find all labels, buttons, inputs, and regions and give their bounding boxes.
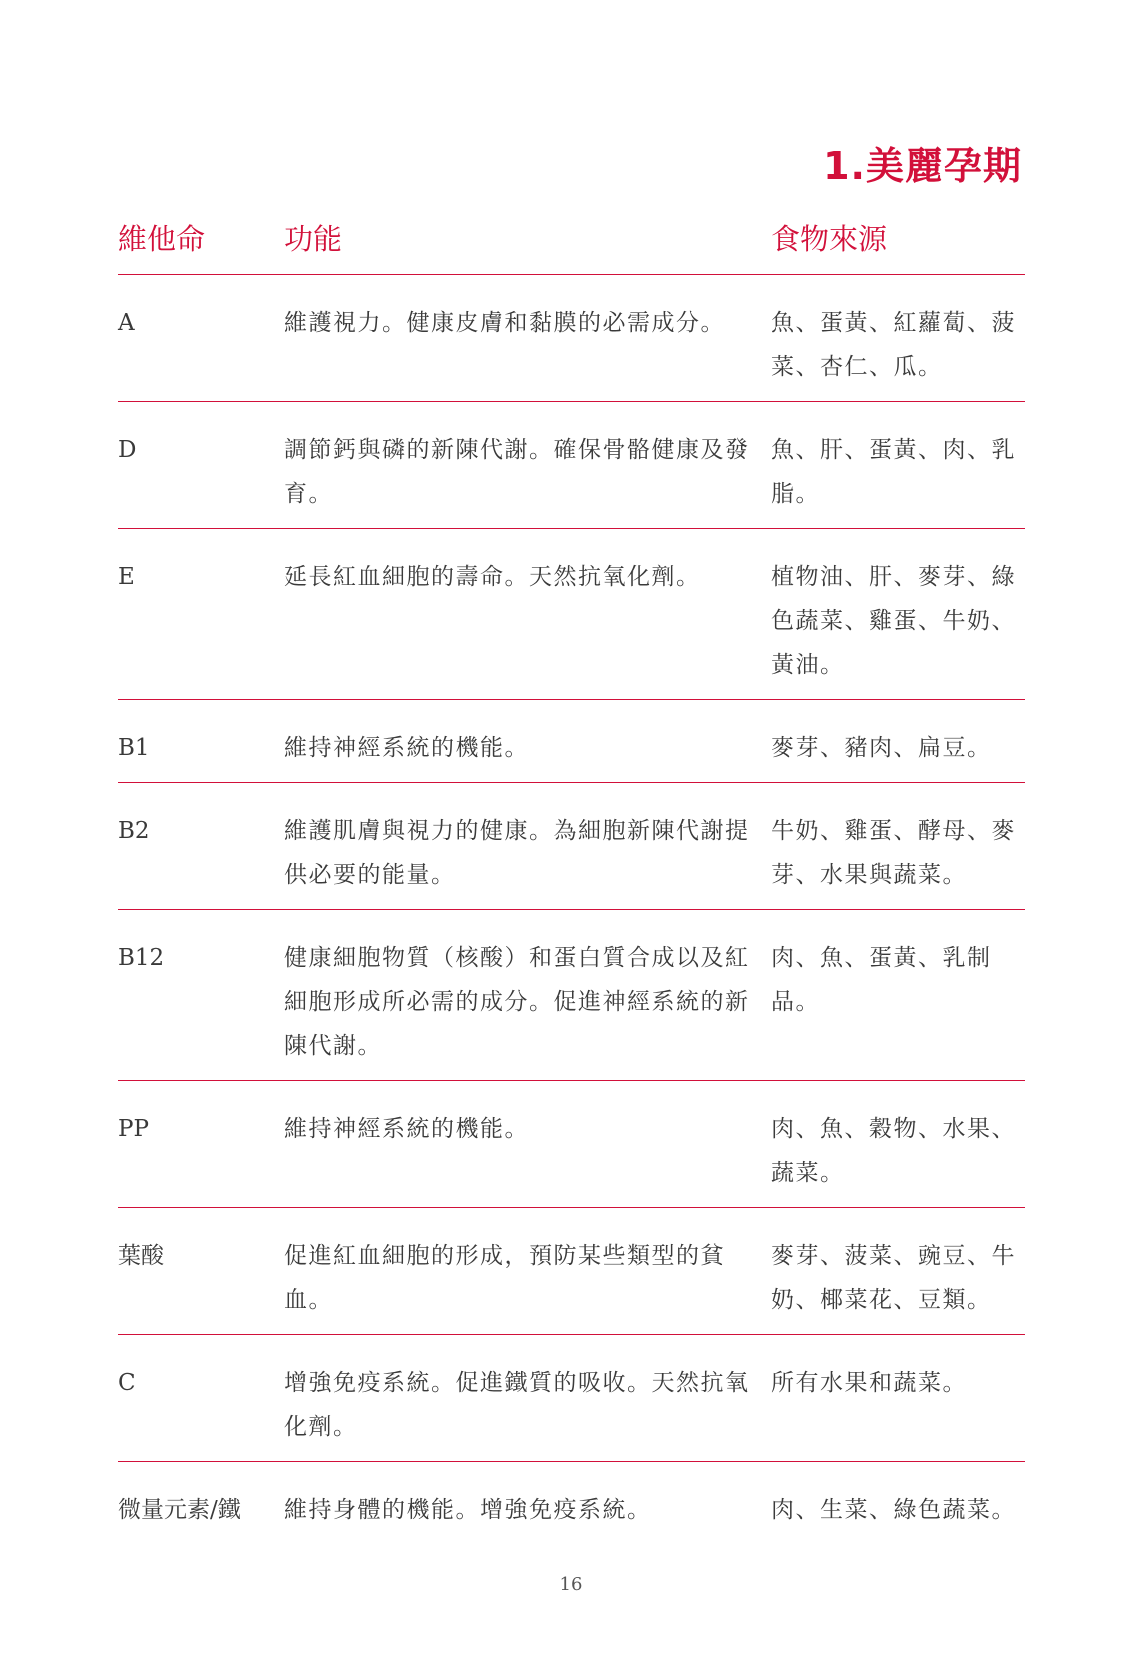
table-row (118, 529, 1025, 700)
table-row (118, 402, 1025, 529)
vitamin-cell: B2 (118, 818, 150, 844)
section-title: 1.美麗孕期 (823, 144, 1022, 189)
table-row (118, 1081, 1025, 1208)
source-cell: 麥芽、菠菜、豌豆、牛奶、椰菜花、豆類。 (771, 1243, 1016, 1313)
vitamin-cell: B1 (118, 735, 150, 761)
vitamin-cell: A (118, 310, 135, 336)
table-row (118, 1208, 1025, 1335)
table-row (118, 700, 1025, 783)
source-cell: 植物油、肝、麥芽、綠色蔬菜、雞蛋、牛奶、黃油。 (771, 564, 1016, 678)
source-cell: 魚、肝、蛋黃、肉、乳脂。 (771, 437, 1016, 507)
source-cell: 麥芽、豬肉、扁豆。 (771, 735, 992, 761)
source-cell: 所有水果和蔬菜。 (771, 1370, 967, 1396)
source-cell: 牛奶、雞蛋、酵母、麥芽、水果與蔬菜。 (771, 818, 1016, 888)
vitamin-cell: PP (118, 1116, 149, 1142)
function-cell: 延長紅血細胞的壽命。天然抗氧化劑。 (284, 564, 701, 590)
function-cell: 維護肌膚與視力的健康。為細胞新陳代謝提供必要的能量。 (284, 818, 750, 888)
function-cell: 健康細胞物質（核酸）和蛋白質合成以及紅細胞形成所必需的成分。促進神經系統的新陳代謝。 (284, 945, 750, 1059)
table-row (118, 910, 1025, 1081)
vitamin-cell: 葉酸 (118, 1243, 164, 1269)
vitamin-cell: 微量元素/鐵 (118, 1497, 241, 1523)
table-row (118, 275, 1025, 402)
table-row (118, 783, 1025, 910)
table-row (118, 1462, 1025, 1544)
header-source: 食物來源 (771, 222, 888, 256)
table-row (118, 1335, 1025, 1462)
function-cell: 調節鈣與磷的新陳代謝。確保骨骼健康及發育。 (284, 437, 750, 507)
vitamin-table (118, 222, 1025, 1544)
table-header (118, 222, 1025, 275)
source-cell: 肉、魚、蛋黃、乳制品。 (771, 945, 992, 1015)
header-function: 功能 (284, 222, 343, 256)
header-vitamin: 維他命 (118, 222, 206, 256)
function-cell: 維持神經系統的機能。 (284, 735, 529, 761)
vitamin-cell: D (118, 437, 137, 463)
source-cell: 魚、蛋黃、紅蘿蔔、菠菜、杏仁、瓜。 (771, 310, 1016, 380)
function-cell: 促進紅血細胞的形成，預防某些類型的貧血。 (284, 1243, 725, 1313)
page-number: 16 (559, 1574, 583, 1595)
function-cell: 增強免疫系統。促進鐵質的吸收。天然抗氧化劑。 (284, 1370, 750, 1440)
vitamin-cell: C (118, 1370, 136, 1396)
vitamin-cell: B12 (118, 945, 165, 971)
function-cell: 維持神經系統的機能。 (284, 1116, 529, 1142)
source-cell: 肉、生菜、綠色蔬菜。 (771, 1497, 1016, 1523)
function-cell: 維持身體的機能。增強免疫系統。 (284, 1497, 652, 1523)
source-cell: 肉、魚、穀物、水果、蔬菜。 (771, 1116, 1016, 1186)
vitamin-cell: E (118, 564, 135, 590)
function-cell: 維護視力。健康皮膚和黏膜的必需成分。 (284, 310, 725, 336)
